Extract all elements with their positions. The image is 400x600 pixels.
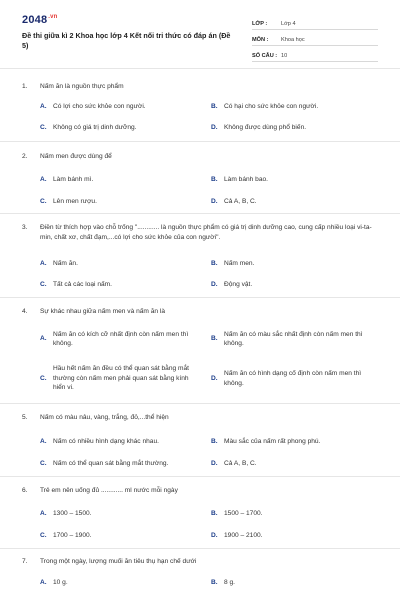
- question-number: 1.: [22, 83, 28, 90]
- option-b[interactable]: [211, 328, 381, 350]
- option-letter: A.: [40, 579, 47, 586]
- option-d[interactable]: [211, 280, 381, 290]
- option-text: 1900 – 2100.: [224, 532, 263, 539]
- exam-title: Đề thi giữa kì 2 Khoa học lớp 4 Kết nối tri thức có đáp án (Đề 5): [22, 31, 231, 50]
- option-d[interactable]: [211, 531, 381, 541]
- meta-row-grade: [252, 16, 378, 30]
- option-letter: B.: [211, 335, 218, 343]
- option-text: Nấm men.: [224, 260, 255, 267]
- question-number: 7.: [22, 558, 28, 565]
- option-text: 1700 – 1900.: [53, 532, 92, 539]
- meta-value: 10: [281, 53, 288, 59]
- question-divider: [0, 476, 400, 477]
- option-b[interactable]: [211, 175, 381, 185]
- option-b[interactable]: [211, 102, 381, 112]
- option-text: Không được dùng phổ biến.: [224, 124, 307, 131]
- question-divider: [0, 548, 400, 549]
- option-letter: C.: [40, 460, 47, 467]
- question-number: 3.: [22, 224, 28, 231]
- option-d[interactable]: [211, 123, 381, 133]
- option-letter: B.: [211, 260, 218, 267]
- option-text: Nấm ăn có màu sắc nhất định còn nấm men thì không.: [224, 330, 363, 347]
- question-number: 4.: [22, 308, 28, 315]
- question-5: [22, 413, 382, 467]
- option-letter: B.: [211, 176, 218, 183]
- meta-row-subject: [252, 32, 378, 46]
- option-letter: C.: [40, 124, 47, 131]
- meta-key: LỚP :: [252, 21, 268, 27]
- option-letter: A.: [40, 176, 47, 183]
- question-text: Nấm men được dùng để: [40, 153, 112, 160]
- question-head: [22, 307, 382, 317]
- question-4: [22, 307, 382, 392]
- option-text: 10 g.: [53, 579, 68, 586]
- option-a[interactable]: [40, 578, 205, 588]
- option-letter: D.: [211, 460, 218, 467]
- option-letter: A.: [40, 260, 47, 267]
- option-letter: B.: [211, 579, 218, 586]
- meta-value: Khoa học: [281, 37, 305, 43]
- question-head: [22, 557, 382, 567]
- option-letter: C.: [40, 281, 47, 288]
- option-letter: C.: [40, 532, 47, 539]
- question-1: [22, 82, 382, 131]
- question-number: 2.: [22, 153, 28, 160]
- question-7: [22, 557, 382, 586]
- option-a[interactable]: [40, 259, 205, 269]
- option-c[interactable]: [40, 459, 208, 469]
- meta-key: SỐ CÂU :: [252, 53, 278, 59]
- question-head: [22, 413, 382, 423]
- option-text: Động vật.: [224, 281, 253, 288]
- option-text: Làm bánh mì.: [53, 176, 94, 183]
- logo-suffix: .vn: [48, 14, 58, 21]
- question-text: Trẻ em nên uống đủ ............ ml nước mỗi ngày: [40, 487, 178, 494]
- option-letter: D.: [211, 532, 218, 539]
- option-text: Làm bánh bao.: [224, 176, 268, 183]
- option-a[interactable]: [40, 509, 205, 519]
- option-letter: D.: [211, 124, 218, 131]
- option-d[interactable]: [211, 459, 381, 469]
- question-divider: [0, 403, 400, 404]
- option-letter: D.: [211, 281, 218, 288]
- option-letter: A.: [40, 335, 47, 343]
- option-a[interactable]: [40, 175, 205, 185]
- option-text: Nấm ăn có kích cỡ nhất định còn nấm men thì không.: [53, 330, 189, 347]
- question-divider: [0, 297, 400, 298]
- question-divider: [0, 141, 400, 142]
- option-text: 1500 – 1700.: [224, 510, 263, 517]
- meta-key: MÔN :: [252, 37, 269, 43]
- option-c[interactable]: [40, 362, 210, 395]
- question-2: [22, 152, 382, 205]
- option-text: Nấm ăn.: [53, 260, 78, 267]
- option-letter: B.: [211, 438, 218, 445]
- option-text: Nấm ăn có hình dạng cố định còn nấm men thì không.: [224, 370, 362, 387]
- option-d[interactable]: [211, 362, 381, 395]
- header-divider: [0, 68, 400, 69]
- option-text: 8 g.: [224, 579, 235, 586]
- option-text: Cả A, B, C.: [224, 198, 257, 205]
- option-letter: A.: [40, 103, 47, 110]
- option-c[interactable]: [40, 280, 205, 290]
- option-text: Lên men rượu.: [53, 198, 97, 205]
- meta-row-count: [252, 48, 378, 62]
- site-logo[interactable]: [22, 14, 58, 26]
- option-c[interactable]: [40, 531, 205, 541]
- option-c[interactable]: [40, 197, 205, 207]
- option-letter: B.: [211, 510, 218, 517]
- question-text: Nấm ăn là nguồn thực phẩm: [40, 83, 124, 90]
- option-text: 1300 – 1500.: [53, 510, 92, 517]
- option-a[interactable]: [40, 328, 210, 350]
- option-c[interactable]: [40, 123, 205, 133]
- option-b[interactable]: [211, 509, 381, 519]
- question-text: Sự khác nhau giữa nấm men và nấm ăn là: [40, 308, 166, 315]
- option-a[interactable]: [40, 437, 205, 447]
- option-b[interactable]: [211, 578, 381, 588]
- question-6: [22, 486, 382, 539]
- option-text: Nấm có thể quan sát bằng mắt thường.: [53, 460, 169, 467]
- question-text: Trong một ngày, lượng muối ăn tiêu thụ hạn chế dưới: [40, 558, 197, 565]
- option-text: Có lợi cho sức khỏe con người.: [53, 103, 146, 110]
- option-a[interactable]: [40, 102, 205, 112]
- question-number: 6.: [22, 487, 28, 494]
- logo-text: 2048: [22, 14, 48, 26]
- question-head: [22, 223, 382, 242]
- option-letter: A.: [40, 438, 47, 445]
- option-letter: A.: [40, 510, 47, 517]
- option-b[interactable]: [211, 259, 381, 269]
- option-letter: B.: [211, 103, 218, 110]
- question-head: [22, 486, 382, 496]
- option-text: Có hại cho sức khỏe con người.: [224, 103, 319, 110]
- option-letter: D.: [211, 374, 218, 382]
- option-text: Nấm có nhiều hình dạng khác nhau.: [53, 438, 159, 445]
- question-3: [22, 223, 382, 288]
- option-text: Tất cả các loại nấm.: [53, 281, 113, 288]
- question-text: Điền từ thích hợp vào chỗ trống "............ là nguồn thực phẩm có giá trị dinh dưỡng cao, cung cấp nhiều loại vi-ta-min, chất xơ, chất đạm,...có lợi cho sức khỏe của con người".: [40, 224, 372, 241]
- option-letter: C.: [40, 198, 47, 205]
- question-head: [22, 82, 382, 92]
- question-text: Nấm có màu nâu, vàng, trắng, đỏ,...thể hiện: [40, 414, 169, 421]
- question-head: [22, 152, 382, 162]
- exam-meta: [252, 16, 378, 64]
- option-text: Hầu hết nấm ăn đều có thể quan sát bằng mắt thường còn nấm men phải quan sát bằng kính hiển vi.: [53, 365, 189, 392]
- question-number: 5.: [22, 414, 28, 421]
- option-text: Không có giá trị dinh dưỡng.: [53, 124, 137, 131]
- option-b[interactable]: [211, 437, 381, 447]
- option-letter: C.: [40, 374, 47, 382]
- meta-value: Lớp 4: [281, 21, 296, 27]
- option-letter: D.: [211, 198, 218, 205]
- option-text: Màu sắc của nấm rất phong phú.: [224, 438, 321, 445]
- option-text: Cả A, B, C.: [224, 460, 257, 467]
- option-d[interactable]: [211, 197, 381, 207]
- question-divider: [0, 213, 400, 214]
